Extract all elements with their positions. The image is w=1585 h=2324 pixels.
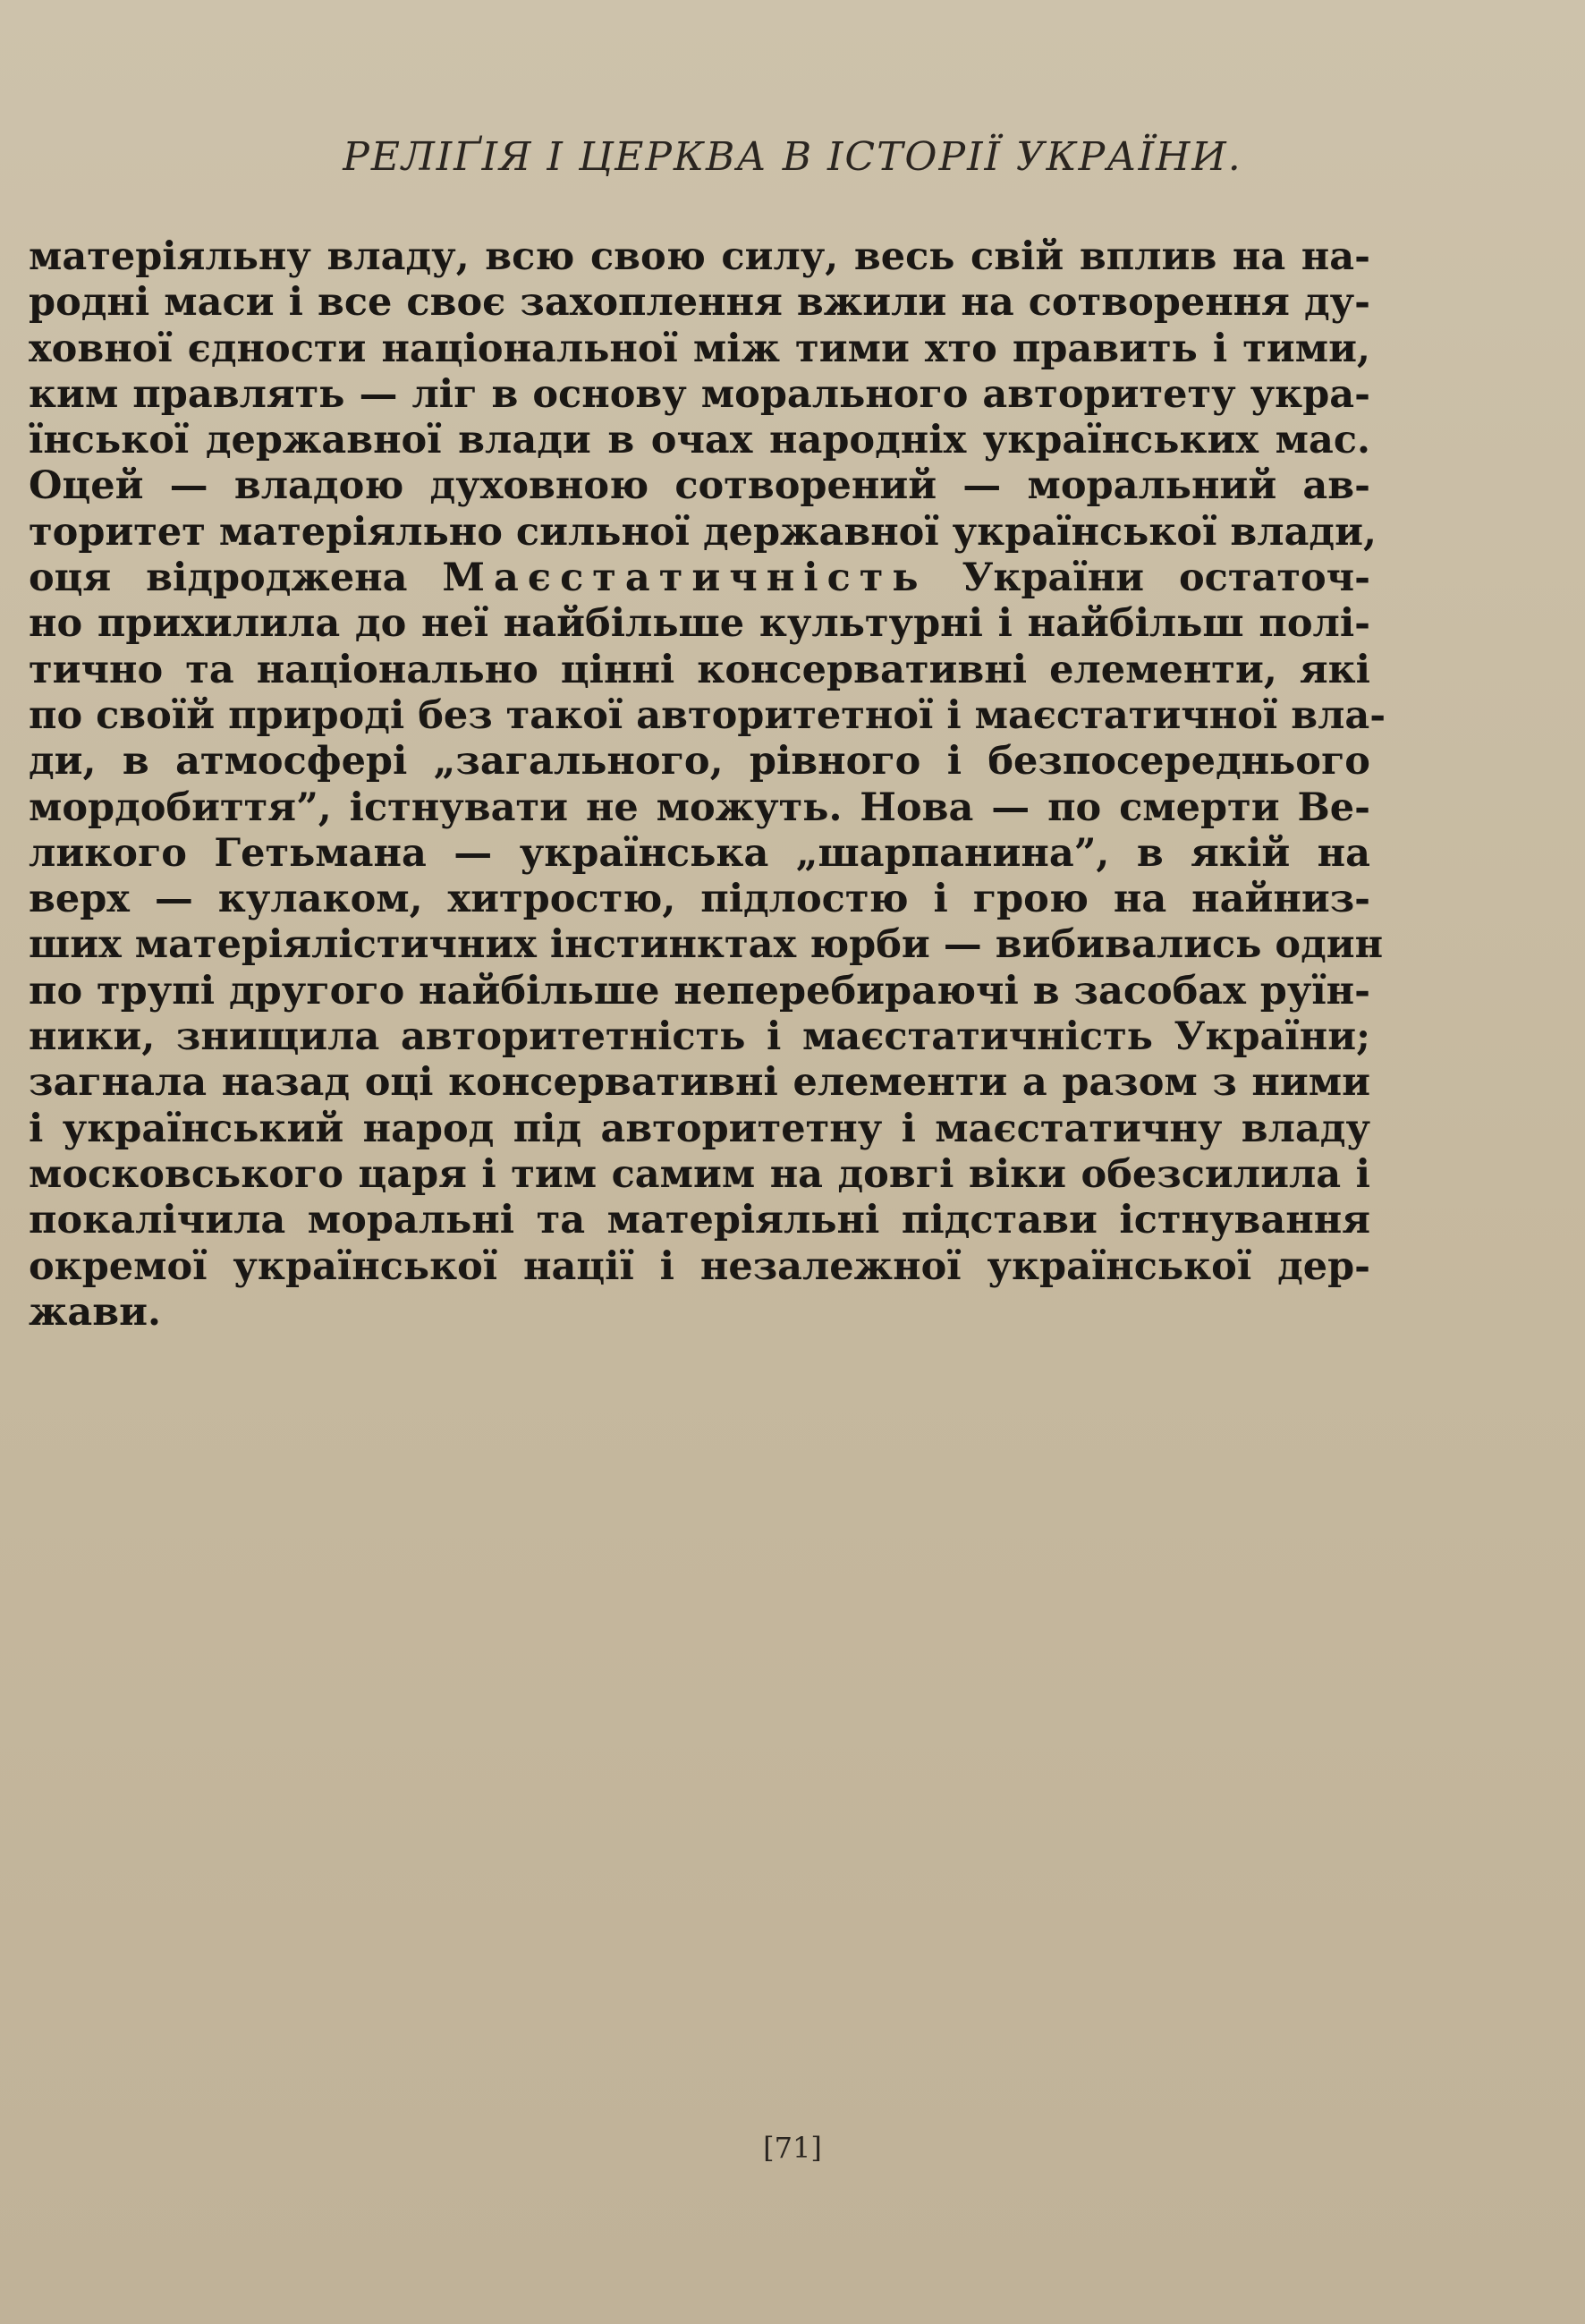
text-line: ники, знищила авторитетність і маєстатичність України; [29, 1014, 1370, 1060]
emphasized-word: Маєстатичність [442, 556, 928, 601]
text-line: ховної єдности національної між тими хто править і тими, [29, 326, 1370, 371]
text-line: по трупі другого найбільше неперебираючі в засобах руїн- [29, 968, 1370, 1014]
text-line: Оцей — владою духовною сотворений — моральний ав- [29, 463, 1370, 509]
text-line: загнала назад оці консервативні елементи а разом з ними [29, 1060, 1370, 1106]
text-line: мордобиття”, істнувати не можуть. Нова — по смерти Ве- [29, 785, 1370, 830]
text-line: ким правлять — ліг в основу морального авторитету укра- [29, 371, 1370, 417]
text-line: ликого Гетьмана — українська „шарпанина”, в якій на [29, 830, 1370, 876]
text-line: но прихилила до неї найбільше культурні і найбільш полі- [29, 601, 1370, 647]
body-text [29, 234, 1386, 1336]
text-line: ших матеріялістичних інстинктах юрби — вибивались один [29, 922, 1384, 968]
text-line: верх — кулаком, хитростю, підлостю і грою на найниз- [29, 877, 1370, 922]
running-title: РЕЛІҐІЯ І ЦЕРКВА В ІСТОРІЇ УКРАЇНИ. [343, 134, 1242, 180]
text-line: жави. [29, 1289, 162, 1335]
text-line: окремої української нації і незалежної української дер- [29, 1243, 1370, 1289]
text-line: тично та національно цінні консервативні елементи, які [29, 647, 1370, 692]
text-line: і український народ під авторитетну і маєстатичну владу [29, 1106, 1370, 1151]
text-segment: оця відроджена [29, 556, 443, 601]
text-segment: України остаточ- [927, 556, 1370, 601]
text-line [29, 556, 1370, 601]
text-line: ди, в атмосфері „загального, рівного і безпосереднього [29, 739, 1370, 785]
text-line: торитет матеріяльно сильної державної української влади, [29, 509, 1377, 555]
text-line: покалічила моральні та матеріяльні підстави істнування [29, 1198, 1370, 1243]
text-line: родні маси і все своє захоплення вжили на сотворення ду- [29, 280, 1370, 326]
text-line: їнської державної влади в очах народніх українських мас. [29, 418, 1370, 463]
text-line: по своїй природі без такої авторитетної і маєстатичної вла- [29, 692, 1386, 738]
text-line: матеріяльну владу, всю свою силу, весь свій вплив на на- [29, 234, 1370, 279]
text-line: московського царя і тим самим на довгі віки обезсилила і [29, 1151, 1370, 1197]
page-number: [71] [763, 2131, 822, 2165]
